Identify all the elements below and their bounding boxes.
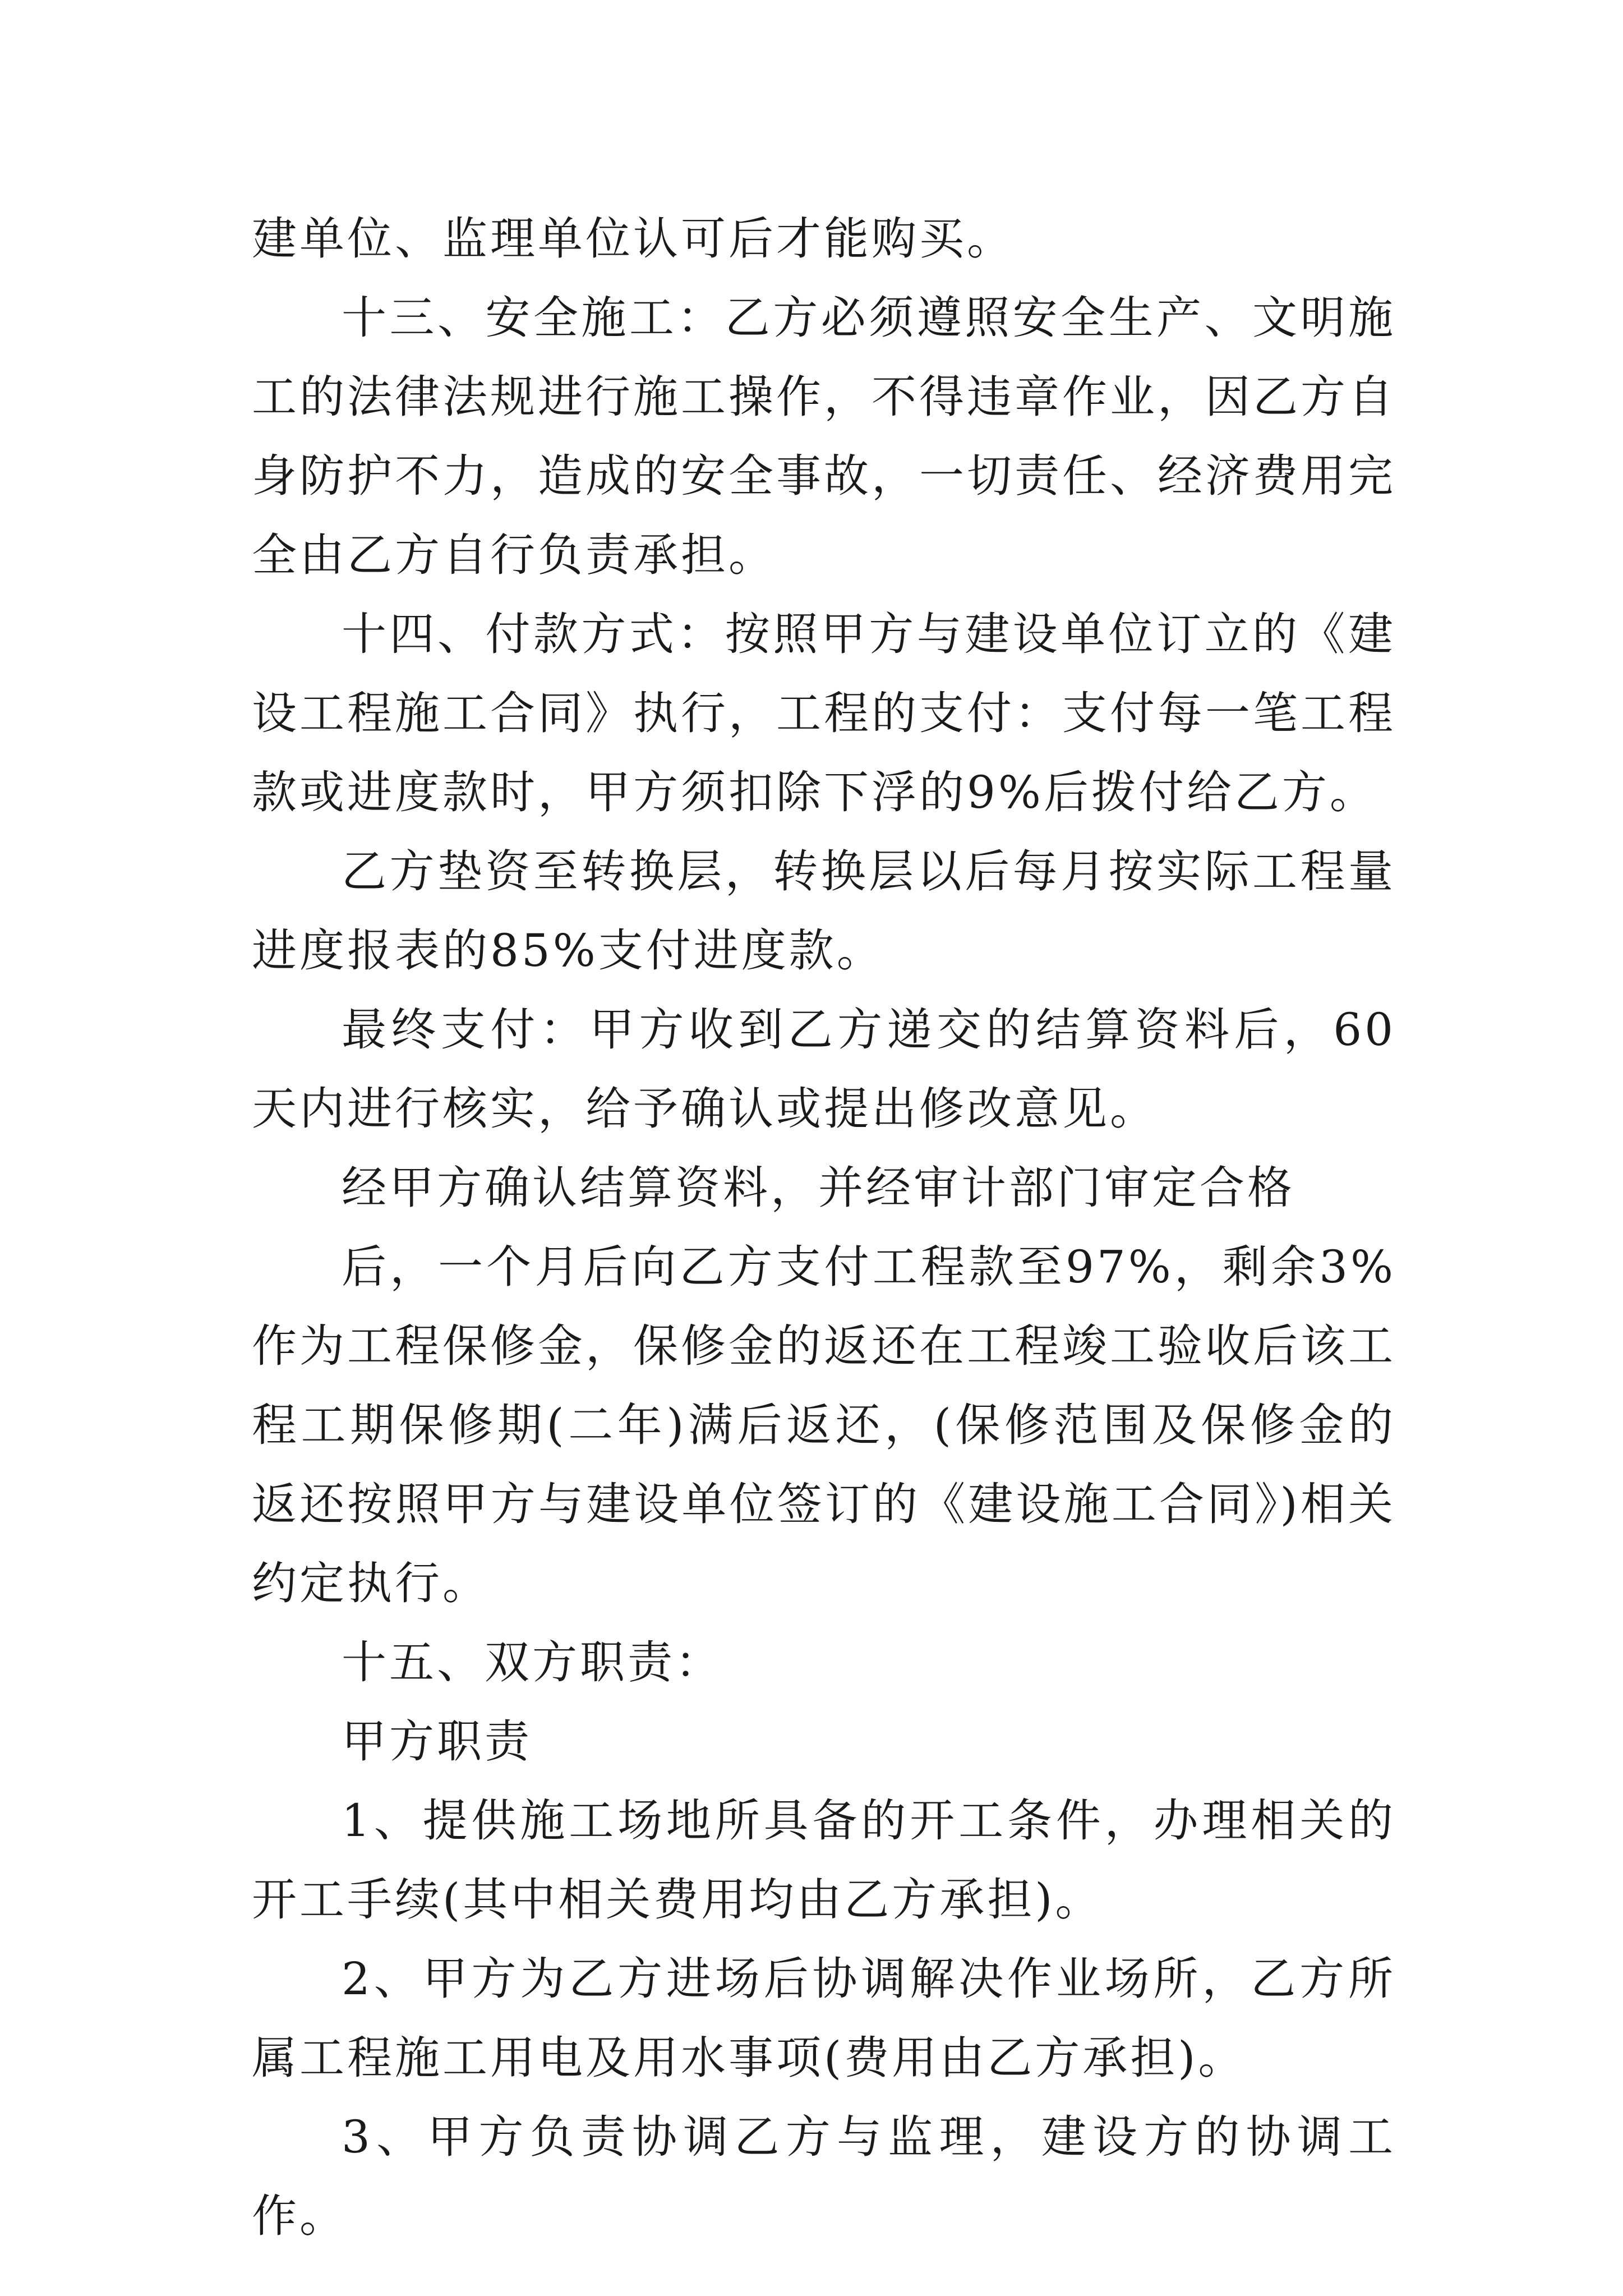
paragraph-warranty-deposit: 后，一个月后向乙方支付工程款至97%，剩余3%作为工程保修金，保修金的返还在工程竣工验收后该工程工期保修期(二年)满后返还，(保修范围及保修金的返还按照甲方与建设单位签订的《建设施工合同》)相关约定执行。 xyxy=(252,1241,1396,1609)
paragraph-continuation: 建单位、监理单位认可后才能购买。 xyxy=(252,213,1015,265)
paragraph-duty-3: 3、甲方负责协调乙方与监理，建设方的协调工作。 xyxy=(252,2111,1396,2242)
paragraph-advance-funding: 乙方垫资至转换层，转换层以后每月按实际工程量进度报表的85%支付进度款。 xyxy=(252,845,1396,977)
document-body xyxy=(252,199,1396,2256)
paragraph-settlement-confirmation: 经甲方确认结算资料，并经审计部门审定合格 xyxy=(342,1162,1295,1214)
paragraph-duty-1: 1、提供施工场地所具备的开工条件，办理相关的开工手续(其中相关费用均由乙方承担)。 xyxy=(252,1795,1396,1926)
paragraph-safety-construction: 十三、安全施工：乙方必须遵照安全生产、文明施工的法律法规进行施工操作，不得违章作业，因乙方自身防护不力，造成的安全事故，一切责任、经济费用完全由乙方自行负责承担。 xyxy=(252,292,1396,581)
paragraph-final-payment: 最终支付：甲方收到乙方递交的结算资料后，60天内进行核实，给予确认或提出修改意见。 xyxy=(252,1004,1396,1135)
paragraph-responsibilities-heading: 十五、双方职责： xyxy=(342,1636,723,1688)
paragraph-duty-2: 2、甲方为乙方进场后协调解决作业场所，乙方所属工程施工用电及用水事项(费用由乙方承担)。 xyxy=(252,1953,1396,2084)
paragraph-payment-method: 十四、付款方式：按照甲方与建设单位订立的《建设工程施工合同》执行，工程的支付：支付每一笔工程款或进度款时，甲方须扣除下浮的9%后拨付给乙方。 xyxy=(252,608,1396,818)
paragraph-party-a-heading: 甲方职责 xyxy=(342,1715,532,1768)
